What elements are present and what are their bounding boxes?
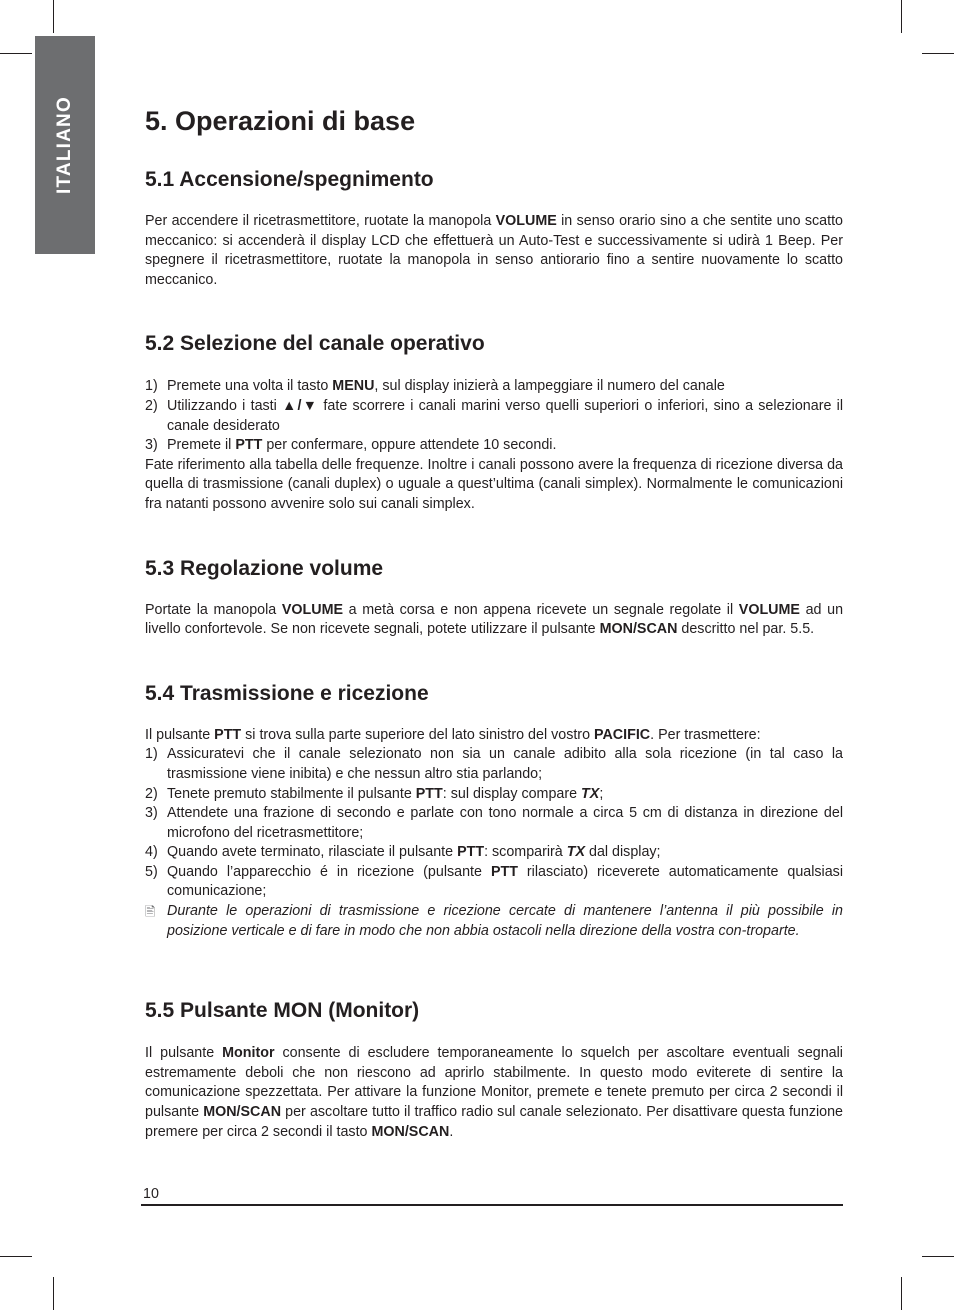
list-item: 2) Tenete premuto stabilmente il pulsante PTT: sul display compare TX;	[145, 785, 604, 802]
section-5-4-intro: Il pulsante PTT si trova sulla parte superiore del lato sinistro del vostro PACIFIC. Per trasmettere:	[145, 726, 761, 743]
crop-mark	[53, 1277, 54, 1310]
list-item: 3) Attendete una frazione di secondo e parlate con tono normale a circa 5 cm di distanza in direzione del microfono del ricetrasmettitore;	[145, 805, 843, 841]
list-item: 2) Utilizzando i tasti ▲/▼ fate scorrere i canali marini verso quelli superiori o inferiori, sino a selezionare il canale desiderato	[145, 397, 844, 434]
crop-mark	[922, 1256, 954, 1257]
chapter-title: 5. Operazioni di base	[145, 106, 416, 136]
page-content	[145, 101, 843, 1142]
list-item: 1) Premete una volta il tasto MENU, sul display inizierà a lampeggiare il numero del canale	[145, 378, 725, 395]
section-heading-5-1: 5.1 Accensione/spegnimento	[145, 168, 434, 191]
crop-mark	[53, 0, 54, 33]
section-heading-5-3: 5.3 Regolazione volume	[145, 556, 384, 580]
section-heading-5-4: 5.4 Trasmissione e ricezione	[145, 681, 429, 705]
language-tab	[35, 36, 95, 254]
list-item: 4) Quando avete terminato, rilasciate il pulsante PTT: scomparirà TX dal display;	[145, 844, 661, 861]
section-5-1-paragraph: Per accendere il ricetrasmettitore, ruotate la manopola VOLUME in senso orario sino a che sentite uno scatto meccanico: si accenderà il display LCD che effettuerà un Auto-Test e successivamente si udirà 1 Beep. Per spegnere il ricetrasmettitore, ruotate la manopola in senso antiorario fino a sentire nuovamente lo scatto meccanico.	[145, 213, 844, 288]
crop-mark	[901, 1277, 902, 1310]
list-item: 1) Assicuratevi che il canale selezionato non sia un canale adibito alla sola ricezione (in tal caso la trasmissione viene inibita) e che nessun altro stia parlando;	[145, 746, 843, 782]
note-item: 🖹 Durante le operazioni di trasmissione e ricezione cercate di mantenere l’antenna il più possibile in posizione verticale e di fare in modo che non abbia ostacoli nella direzione della vostra con-troparte.	[145, 903, 843, 939]
crop-mark	[0, 53, 32, 54]
note-icon: 🖹	[145, 904, 156, 920]
crop-mark	[901, 0, 902, 33]
footer-divider	[141, 1204, 843, 1206]
crop-mark	[922, 53, 954, 54]
section-5-5-paragraph: Il pulsante Monitor consente di escludere temporaneamente lo squelch per ascoltare eventuali segnali estremamente deboli che non riescono ad aprirlo stabilmente. In questo modo eviterete di sentire la comunicazione spezzettata. Per attivare la funzione Monitor, premete e tenete premuto per circa 2 secondi il pulsante MON/SCAN per ascoltare tutto il traffico radio sul canale selezionato. Per disattivare questa funzione premere per circa 2 secondi il tasto MON/SCAN.	[145, 1045, 844, 1140]
section-5-2-steps	[145, 377, 843, 455]
section-heading-5-5: 5.5 Pulsante MON (Monitor)	[145, 999, 420, 1023]
list-item: 5) Quando l’apparecchio é in ricezione (pulsante PTT rilasciato) riceverete automaticamente qualsiasi comunicazione;	[145, 863, 843, 900]
section-heading-5-2: 5.2 Selezione del canale operativo	[145, 332, 485, 356]
list-item: 3) Premete il PTT per confermare, oppure attendete 10 secondi.	[145, 437, 557, 454]
section-5-2-paragraph: Fate riferimento alla tabella delle frequenze. Inoltre i canali possono avere la frequenza di ricezione diversa da quella di trasmissione (canali duplex) o uguale a quest’ultima (canali simplex). Normalmente le comunicazioni fra natanti possono avvenire solo sui canali simplex.	[145, 456, 843, 512]
section-5-4-steps	[145, 745, 843, 941]
language-tab-label: ITALIANO	[54, 96, 75, 194]
section-5-3-paragraph: Portate la manopola VOLUME a metà corsa e non appena ricevete un segnale regolate il VOLUME ad un livello confortevole. Se non ricevete segnali, potete utilizzare il pulsante MON/SCAN descritto nel par. 5.5.	[145, 601, 844, 638]
page-number: 10	[143, 1186, 159, 1202]
crop-mark	[0, 1256, 32, 1257]
